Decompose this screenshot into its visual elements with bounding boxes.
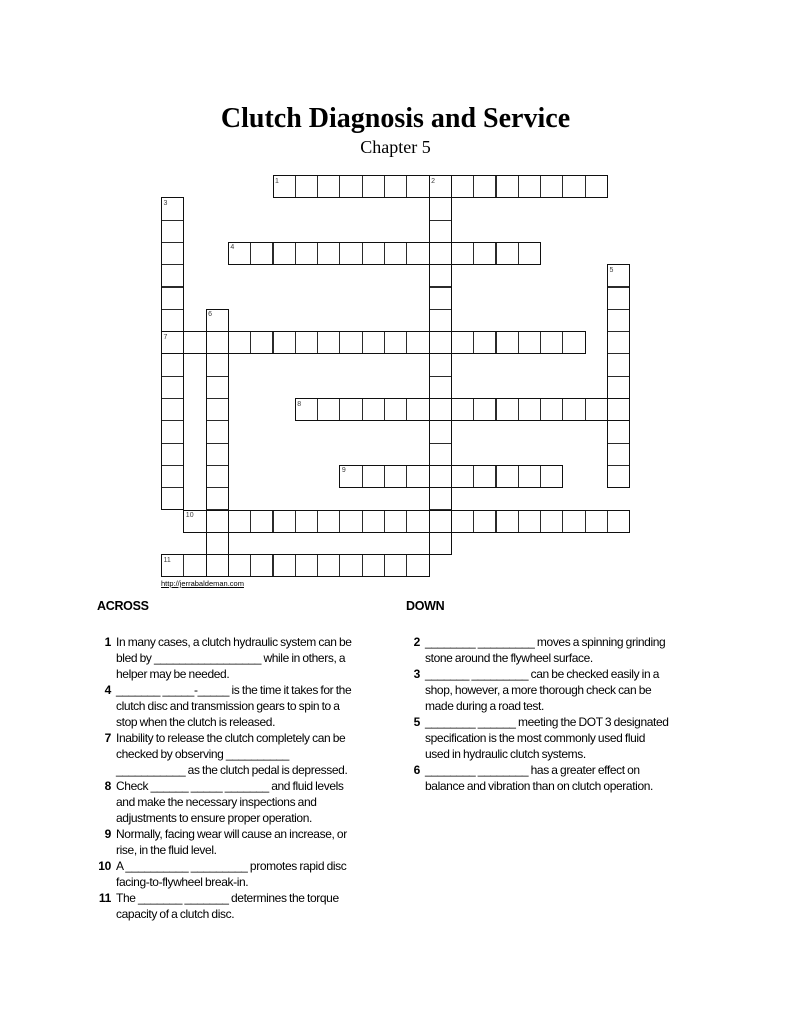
- grid-cell[interactable]: [585, 398, 608, 421]
- grid-cell[interactable]: [206, 443, 229, 466]
- clue-number: 11: [98, 891, 111, 905]
- grid-cell[interactable]: [518, 465, 541, 488]
- grid-cell[interactable]: [295, 554, 318, 577]
- grid-cell[interactable]: [429, 465, 452, 488]
- clue: [97, 890, 359, 922]
- grid-cell[interactable]: [562, 510, 585, 533]
- grid-cell[interactable]: [161, 287, 184, 310]
- grid-cell[interactable]: [607, 353, 630, 376]
- grid-cell[interactable]: [429, 510, 452, 533]
- cell-number: 3: [163, 199, 168, 207]
- clue-number: 4: [104, 683, 111, 697]
- clue-text: In many cases, a clutch hydraulic system can be bled by _________________ while in others, a helper may be needed.: [116, 635, 352, 681]
- grid-cell[interactable]: [161, 420, 184, 443]
- grid-cell[interactable]: [429, 287, 452, 310]
- grid-cell[interactable]: [384, 510, 407, 533]
- grid-cell[interactable]: [161, 242, 184, 265]
- grid-cell[interactable]: [585, 510, 608, 533]
- grid-cell[interactable]: [339, 554, 362, 577]
- grid-cell[interactable]: [161, 264, 184, 287]
- grid-cell[interactable]: [206, 353, 229, 376]
- grid-cell[interactable]: [339, 175, 362, 198]
- grid-cell[interactable]: [362, 554, 385, 577]
- grid-cell[interactable]: [206, 398, 229, 421]
- grid-cell[interactable]: [228, 331, 251, 354]
- cell-number: 4: [230, 244, 235, 252]
- grid-cell[interactable]: [161, 465, 184, 488]
- grid-cell[interactable]: [273, 554, 296, 577]
- grid-cell[interactable]: [451, 331, 474, 354]
- grid-cell[interactable]: [607, 287, 630, 310]
- grid-cell[interactable]: [384, 465, 407, 488]
- grid-cell[interactable]: [295, 510, 318, 533]
- grid-cell[interactable]: [206, 487, 229, 510]
- grid-cell[interactable]: [406, 465, 429, 488]
- cell-number: 7: [163, 333, 168, 341]
- clue: [97, 778, 359, 826]
- grid-cell[interactable]: [518, 242, 541, 265]
- grid-cell[interactable]: [473, 465, 496, 488]
- clue-number: 2: [413, 635, 420, 649]
- clue: [406, 714, 670, 762]
- clue-text: _______ _________ can be checked easily in a shop, however, a more thorough check can be made during a road test.: [425, 667, 659, 713]
- grid-cell[interactable]: [362, 510, 385, 533]
- clue: [97, 826, 359, 858]
- grid-cell[interactable]: [339, 510, 362, 533]
- grid-cell[interactable]: [607, 443, 630, 466]
- clue-number: 1: [104, 635, 111, 649]
- grid-cell[interactable]: [406, 242, 429, 265]
- down-header: DOWN: [406, 599, 445, 613]
- clue-number: 7: [104, 731, 111, 745]
- cell-number: 11: [163, 556, 171, 564]
- across-header: ACROSS: [97, 599, 149, 613]
- grid-cell[interactable]: [518, 510, 541, 533]
- grid-cell[interactable]: [362, 398, 385, 421]
- page-subtitle: Chapter 5: [360, 137, 431, 157]
- down-clues-section: [406, 599, 670, 794]
- clue-text: _______ _____-_____ is the time it takes for the clutch disc and transmission gears to spin to a stop when the clutch is released.: [116, 683, 352, 729]
- grid-cell[interactable]: [183, 331, 206, 354]
- clue: [406, 634, 670, 666]
- grid-cell[interactable]: [206, 532, 229, 555]
- clue: [97, 858, 359, 890]
- grid-cell[interactable]: [406, 510, 429, 533]
- across-clues-section: [97, 599, 359, 922]
- clue-text: ________ ______ meeting the DOT 3 designated specification is the most commonly used fluid used in hydraulic clutch systems.: [425, 715, 669, 761]
- grid-cell[interactable]: [250, 554, 273, 577]
- grid-cell[interactable]: [429, 197, 452, 220]
- clue: [406, 762, 670, 794]
- grid-cell[interactable]: [607, 309, 630, 332]
- grid-cell[interactable]: [161, 309, 184, 332]
- grid-cell[interactable]: [451, 465, 474, 488]
- grid-cell[interactable]: [384, 242, 407, 265]
- grid-cell[interactable]: [429, 443, 452, 466]
- down-clue-list: [406, 634, 670, 794]
- grid-cell[interactable]: [206, 331, 229, 354]
- grid-cell[interactable]: [473, 242, 496, 265]
- grid-cell[interactable]: [161, 398, 184, 421]
- grid-cell[interactable]: [362, 331, 385, 354]
- clue: [406, 666, 670, 714]
- grid-cell[interactable]: [250, 510, 273, 533]
- clue-text: ________ _________ moves a spinning grinding stone around the flywheel surface.: [425, 635, 666, 665]
- cell-number: 8: [297, 400, 302, 408]
- grid-cell[interactable]: [384, 175, 407, 198]
- clue-number: 6: [413, 763, 420, 777]
- grid-cell[interactable]: [496, 465, 519, 488]
- grid-cell[interactable]: [317, 510, 340, 533]
- grid-cell[interactable]: [429, 398, 452, 421]
- grid-cell[interactable]: [429, 220, 452, 243]
- grid-cell[interactable]: [362, 465, 385, 488]
- clue: [97, 634, 359, 682]
- grid-cell[interactable]: [518, 398, 541, 421]
- grid-cell[interactable]: [183, 554, 206, 577]
- grid-cell[interactable]: [429, 309, 452, 332]
- grid-cell[interactable]: [206, 510, 229, 533]
- grid-cell[interactable]: [161, 220, 184, 243]
- clue-text: A __________ _________ promotes rapid disc facing-to-flywheel break-in.: [116, 859, 347, 889]
- grid-cell[interactable]: [496, 398, 519, 421]
- grid-cell[interactable]: [540, 398, 563, 421]
- grid-cell[interactable]: [317, 331, 340, 354]
- grid-cell[interactable]: [228, 510, 251, 533]
- clue-text: Check ______ _____ _______ and fluid levels and make the necessary inspections and adjustments to ensure proper operation.: [116, 779, 344, 825]
- grid-cell[interactable]: [473, 510, 496, 533]
- grid-cell[interactable]: [429, 420, 452, 443]
- grid-cell[interactable]: [562, 398, 585, 421]
- grid-cell[interactable]: [451, 242, 474, 265]
- grid-cell[interactable]: [496, 510, 519, 533]
- grid-cell[interactable]: [161, 376, 184, 399]
- grid-cell[interactable]: [540, 510, 563, 533]
- across-clue-list: [97, 634, 359, 922]
- grid-cell[interactable]: [161, 353, 184, 376]
- grid-cell[interactable]: [473, 175, 496, 198]
- grid-cell[interactable]: [429, 242, 452, 265]
- grid-cell[interactable]: [429, 353, 452, 376]
- grid-cell[interactable]: [339, 242, 362, 265]
- grid-cell[interactable]: [473, 398, 496, 421]
- grid-cell[interactable]: [540, 465, 563, 488]
- grid-cell[interactable]: [496, 331, 519, 354]
- cell-number: 5: [609, 266, 614, 274]
- crossword-grid: [161, 175, 631, 578]
- grid-cell[interactable]: [317, 398, 340, 421]
- grid-cell[interactable]: [607, 510, 630, 533]
- clue-number: 9: [104, 827, 111, 841]
- grid-cell[interactable]: [295, 331, 318, 354]
- cell-number: 2: [431, 177, 435, 185]
- grid-cell[interactable]: [228, 554, 251, 577]
- clue-text: The _______ _______ determines the torque capacity of a clutch disc.: [116, 891, 339, 921]
- grid-cell[interactable]: [295, 175, 318, 198]
- grid-cell[interactable]: [362, 175, 385, 198]
- grid-cell[interactable]: [384, 554, 407, 577]
- grid-cell[interactable]: [317, 242, 340, 265]
- clue-text: ________ ________ has a greater effect on balance and vibration than on clutch operation.: [425, 763, 653, 793]
- grid-cell[interactable]: [206, 554, 229, 577]
- grid-cell[interactable]: [384, 398, 407, 421]
- grid-cell[interactable]: [273, 331, 296, 354]
- grid-cell[interactable]: [273, 510, 296, 533]
- grid-cell[interactable]: [406, 554, 429, 577]
- clue-number: 3: [413, 667, 420, 681]
- grid-cell[interactable]: [362, 242, 385, 265]
- grid-cell[interactable]: [429, 376, 452, 399]
- grid-cell[interactable]: [406, 331, 429, 354]
- clue-number: 8: [104, 779, 111, 793]
- grid-cell[interactable]: [273, 242, 296, 265]
- grid-cell[interactable]: [429, 532, 452, 555]
- clue: [97, 682, 359, 730]
- grid-cell[interactable]: [607, 398, 630, 421]
- grid-cell[interactable]: [250, 331, 273, 354]
- cell-number: 10: [185, 512, 194, 519]
- grid-cell[interactable]: [317, 554, 340, 577]
- page-title: Clutch Diagnosis and Service: [220, 103, 571, 134]
- grid-cell[interactable]: [518, 331, 541, 354]
- grid-cell[interactable]: [339, 331, 362, 354]
- grid-cell[interactable]: [496, 242, 519, 265]
- grid-cell[interactable]: [540, 175, 563, 198]
- grid-cell[interactable]: [206, 376, 229, 399]
- grid-cell[interactable]: [429, 264, 452, 287]
- grid-cell[interactable]: [451, 398, 474, 421]
- grid-cell[interactable]: [317, 175, 340, 198]
- grid-cell[interactable]: [473, 331, 496, 354]
- grid-cell[interactable]: [607, 465, 630, 488]
- grid-cell[interactable]: [496, 175, 519, 198]
- grid-cell[interactable]: [562, 175, 585, 198]
- grid-cell[interactable]: [518, 175, 541, 198]
- grid-cell[interactable]: [429, 487, 452, 510]
- grid-cell[interactable]: [451, 510, 474, 533]
- clue-number: 5: [413, 715, 420, 729]
- clue-text: Normally, facing wear will cause an increase, or rise, in the fluid level.: [116, 827, 347, 857]
- grid-cell[interactable]: [206, 465, 229, 488]
- clue: [97, 730, 359, 778]
- grid-cell[interactable]: [607, 376, 630, 399]
- grid-cell[interactable]: [339, 398, 362, 421]
- grid-cell[interactable]: [161, 487, 184, 510]
- cell-number: 6: [208, 311, 212, 319]
- grid-cell[interactable]: [607, 331, 630, 354]
- grid-cell[interactable]: [250, 242, 273, 265]
- clue-number: 10: [98, 859, 111, 873]
- grid-cell[interactable]: [161, 443, 184, 466]
- grid-cell[interactable]: [585, 175, 608, 198]
- grid-cell[interactable]: [562, 331, 585, 354]
- cell-number: 9: [341, 467, 346, 475]
- grid-cell[interactable]: [295, 242, 318, 265]
- clue-text: Inability to release the clutch completely can be checked by observing __________ ___________ as the clutch pedal is depressed.: [116, 731, 348, 777]
- grid-cell[interactable]: [429, 331, 452, 354]
- grid-cell[interactable]: [406, 398, 429, 421]
- source-url-link[interactable]: http://jerrabaldeman.com: [161, 579, 244, 588]
- grid-cell[interactable]: [607, 420, 630, 443]
- cell-number: 1: [275, 177, 279, 185]
- grid-cell[interactable]: [406, 175, 429, 198]
- grid-cell[interactable]: [540, 331, 563, 354]
- grid-cell[interactable]: [451, 175, 474, 198]
- grid-cell[interactable]: [384, 331, 407, 354]
- grid-cell[interactable]: [206, 420, 229, 443]
